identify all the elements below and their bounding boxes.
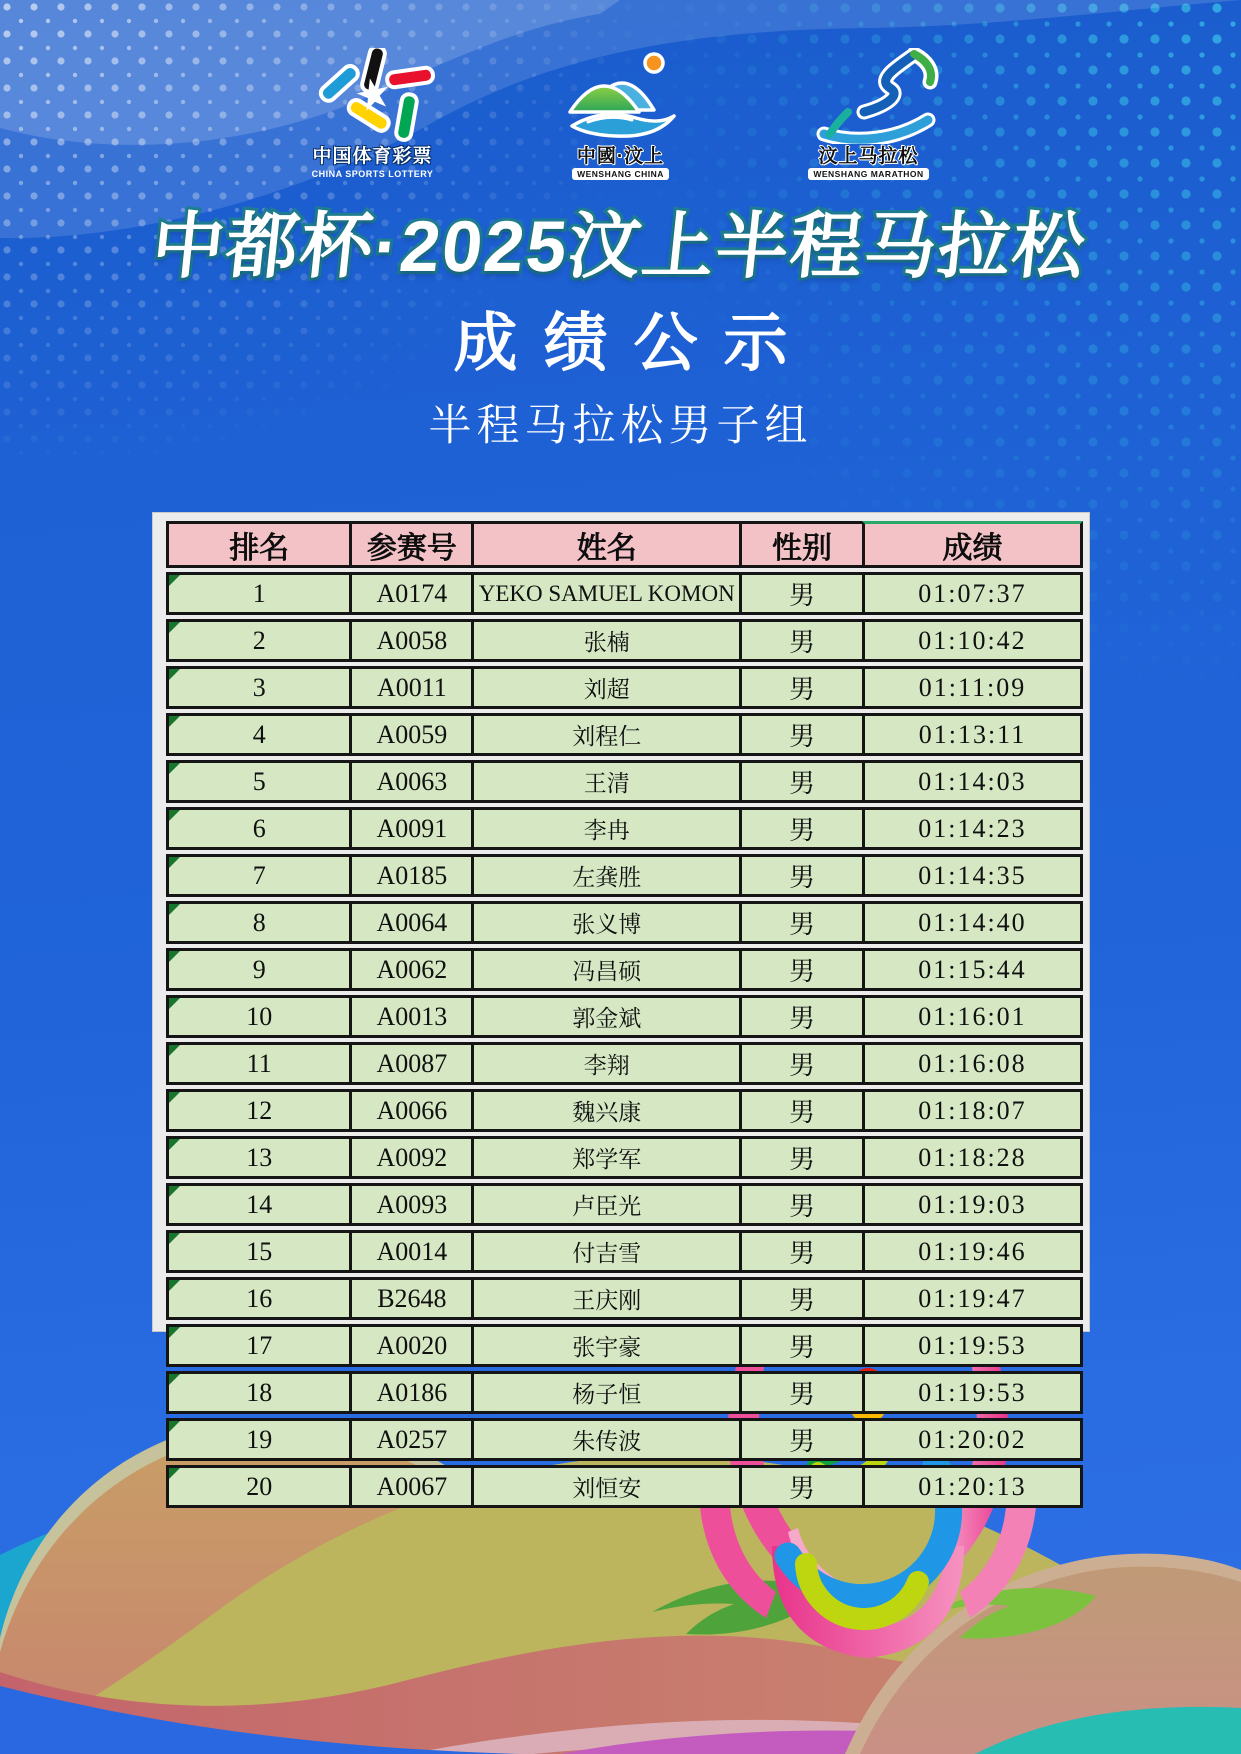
cell-runner-name: 卢臣光 (471, 1183, 739, 1226)
cell-runner-name: 郭金斌 (471, 995, 739, 1038)
wenshang-caption-en: WENSHANG CHINA (572, 168, 669, 180)
cell-bib: A0186 (349, 1371, 471, 1414)
cell-time: 01:16:08 (862, 1042, 1083, 1085)
cell-gender: 男 (739, 1371, 862, 1414)
cell-rank: 19 (166, 1418, 349, 1461)
cell-rank: 10 (166, 995, 349, 1038)
cell-rank: 18 (166, 1371, 349, 1414)
cell-gender: 男 (739, 619, 862, 662)
table-row (166, 1371, 1083, 1414)
table-row (166, 854, 1083, 897)
cell-time: 01:20:02 (862, 1418, 1083, 1461)
cell-time: 01:19:46 (862, 1230, 1083, 1273)
table-row (166, 1277, 1083, 1320)
event-title (0, 188, 1241, 292)
cell-time: 01:20:13 (862, 1465, 1083, 1508)
wenshang-china-logo (526, 48, 716, 180)
cell-rank: 8 (166, 901, 349, 944)
cell-time: 01:19:53 (862, 1371, 1083, 1414)
cell-gender: 男 (739, 713, 862, 756)
cell-bib: A0059 (349, 713, 471, 756)
cell-gender: 男 (739, 1465, 862, 1508)
table-body (166, 572, 1083, 1508)
cell-bib: A0013 (349, 995, 471, 1038)
cell-bib: A0257 (349, 1418, 471, 1461)
cell-gender: 男 (739, 1324, 862, 1367)
cell-bib: A0063 (349, 760, 471, 803)
cell-time: 01:14:03 (862, 760, 1083, 803)
sports-lottery-icon (311, 48, 435, 144)
cell-runner-name: 左龚胜 (471, 854, 739, 897)
cell-time: 01:18:28 (862, 1136, 1083, 1179)
cell-gender: 男 (739, 948, 862, 991)
cell-gender: 男 (739, 854, 862, 897)
marathon-caption-en: WENSHANG MARATHON (808, 168, 928, 180)
cell-bib: A0067 (349, 1465, 471, 1508)
table-row (166, 619, 1083, 662)
cell-runner-name: 刘超 (471, 666, 739, 709)
cell-rank: 5 (166, 760, 349, 803)
cell-time: 01:19:03 (862, 1183, 1083, 1226)
cell-runner-name: 李翔 (471, 1042, 739, 1085)
cell-bib: A0062 (349, 948, 471, 991)
cell-gender: 男 (739, 1418, 862, 1461)
cell-runner-name: 魏兴康 (471, 1089, 739, 1132)
table-row (166, 1042, 1083, 1085)
cell-gender: 男 (739, 1277, 862, 1320)
china-sports-lottery-logo (278, 48, 468, 180)
table-row (166, 1230, 1083, 1273)
cell-time: 01:19:53 (862, 1324, 1083, 1367)
cell-runner-name: 郑学军 (471, 1136, 739, 1179)
cell-bib: A0066 (349, 1089, 471, 1132)
cell-runner-name: 朱传波 (471, 1418, 739, 1461)
cell-gender: 男 (739, 760, 862, 803)
table-row (166, 713, 1083, 756)
cell-rank: 4 (166, 713, 349, 756)
cell-runner-name: 刘程仁 (471, 713, 739, 756)
table-row (166, 1465, 1083, 1508)
cell-rank: 9 (166, 948, 349, 991)
results-announcement-title: 成绩公示 (453, 308, 814, 379)
cell-rank: 17 (166, 1324, 349, 1367)
cell-runner-name: 王清 (471, 760, 739, 803)
cell-runner-name: YEKO SAMUEL KOMON (471, 572, 739, 615)
table-row (166, 666, 1083, 709)
table-header-row (166, 521, 1083, 568)
table-row (166, 1324, 1083, 1367)
cell-gender: 男 (739, 901, 862, 944)
cell-rank: 20 (166, 1465, 349, 1508)
table-row (166, 807, 1083, 850)
marathon-caption-cn: 汶上马拉松 (818, 146, 919, 167)
table-row (166, 572, 1083, 615)
cell-gender: 男 (739, 1089, 862, 1132)
cell-time: 01:14:23 (862, 807, 1083, 850)
cell-rank: 15 (166, 1230, 349, 1273)
header-result: 成绩 (862, 521, 1083, 568)
cell-rank: 2 (166, 619, 349, 662)
cell-runner-name: 张义博 (471, 901, 739, 944)
cell-runner-name: 张宇豪 (471, 1324, 739, 1367)
cell-bib: A0174 (349, 572, 471, 615)
cell-time: 01:16:01 (862, 995, 1083, 1038)
wenshang-marathon-logo (774, 48, 964, 180)
cell-gender: 男 (739, 572, 862, 615)
table-row (166, 760, 1083, 803)
cell-bib: A0058 (349, 619, 471, 662)
header-name: 姓名 (471, 521, 739, 568)
cell-gender: 男 (739, 1230, 862, 1273)
cell-time: 01:14:40 (862, 901, 1083, 944)
cell-runner-name: 杨子恒 (471, 1371, 739, 1414)
results-table (152, 512, 1090, 1503)
header-rank: 排名 (166, 521, 349, 568)
cell-time: 01:18:07 (862, 1089, 1083, 1132)
cell-rank: 7 (166, 854, 349, 897)
marathon-runner-icon (794, 48, 944, 144)
table-row (166, 1183, 1083, 1226)
wenshang-china-icon (554, 48, 688, 144)
table-row (166, 948, 1083, 991)
cell-time: 01:19:47 (862, 1277, 1083, 1320)
cell-bib: A0093 (349, 1183, 471, 1226)
cell-gender: 男 (739, 807, 862, 850)
cell-time: 01:15:44 (862, 948, 1083, 991)
cell-runner-name: 刘恒安 (471, 1465, 739, 1508)
race-group-title: 半程马拉松男子组 (428, 402, 813, 450)
cell-gender: 男 (739, 666, 862, 709)
cell-rank: 13 (166, 1136, 349, 1179)
lottery-caption-en: CHINA SPORTS LOTTERY (311, 169, 434, 179)
event-title-text: 中都杯·2025汶上半程马拉松 (148, 207, 1092, 287)
cell-rank: 6 (166, 807, 349, 850)
cell-bib: A0014 (349, 1230, 471, 1273)
cell-gender: 男 (739, 995, 862, 1038)
cell-bib: B2648 (349, 1277, 471, 1320)
cell-bib: A0020 (349, 1324, 471, 1367)
table-row (166, 901, 1083, 944)
cell-bib: A0185 (349, 854, 471, 897)
table-row (166, 1136, 1083, 1179)
cell-runner-name: 付吉雪 (471, 1230, 739, 1273)
cell-gender: 男 (739, 1136, 862, 1179)
cell-bib: A0011 (349, 666, 471, 709)
cell-rank: 11 (166, 1042, 349, 1085)
cell-rank: 3 (166, 666, 349, 709)
cell-gender: 男 (739, 1183, 862, 1226)
cell-runner-name: 张楠 (471, 619, 739, 662)
logo-row (0, 48, 1241, 180)
cell-rank: 12 (166, 1089, 349, 1132)
cell-bib: A0064 (349, 901, 471, 944)
table-row (166, 995, 1083, 1038)
cell-gender: 男 (739, 1042, 862, 1085)
wenshang-caption-cn: 中國·汶上 (576, 146, 665, 167)
table-row (166, 1418, 1083, 1461)
cell-time: 01:11:09 (862, 666, 1083, 709)
cell-rank: 14 (166, 1183, 349, 1226)
cell-bib: A0087 (349, 1042, 471, 1085)
cell-rank: 1 (166, 572, 349, 615)
table-row (166, 1089, 1083, 1132)
cell-time: 01:07:37 (862, 572, 1083, 615)
cell-runner-name: 李冉 (471, 807, 739, 850)
cell-time: 01:10:42 (862, 619, 1083, 662)
cell-time: 01:13:11 (862, 713, 1083, 756)
cell-bib: A0092 (349, 1136, 471, 1179)
cell-rank: 16 (166, 1277, 349, 1320)
cell-runner-name: 冯昌硕 (471, 948, 739, 991)
cell-bib: A0091 (349, 807, 471, 850)
header-gender: 性别 (739, 521, 862, 568)
cell-runner-name: 王庆刚 (471, 1277, 739, 1320)
lottery-caption-cn: 中国体育彩票 (312, 146, 433, 167)
header-bib: 参赛号 (349, 521, 471, 568)
cell-time: 01:14:35 (862, 854, 1083, 897)
